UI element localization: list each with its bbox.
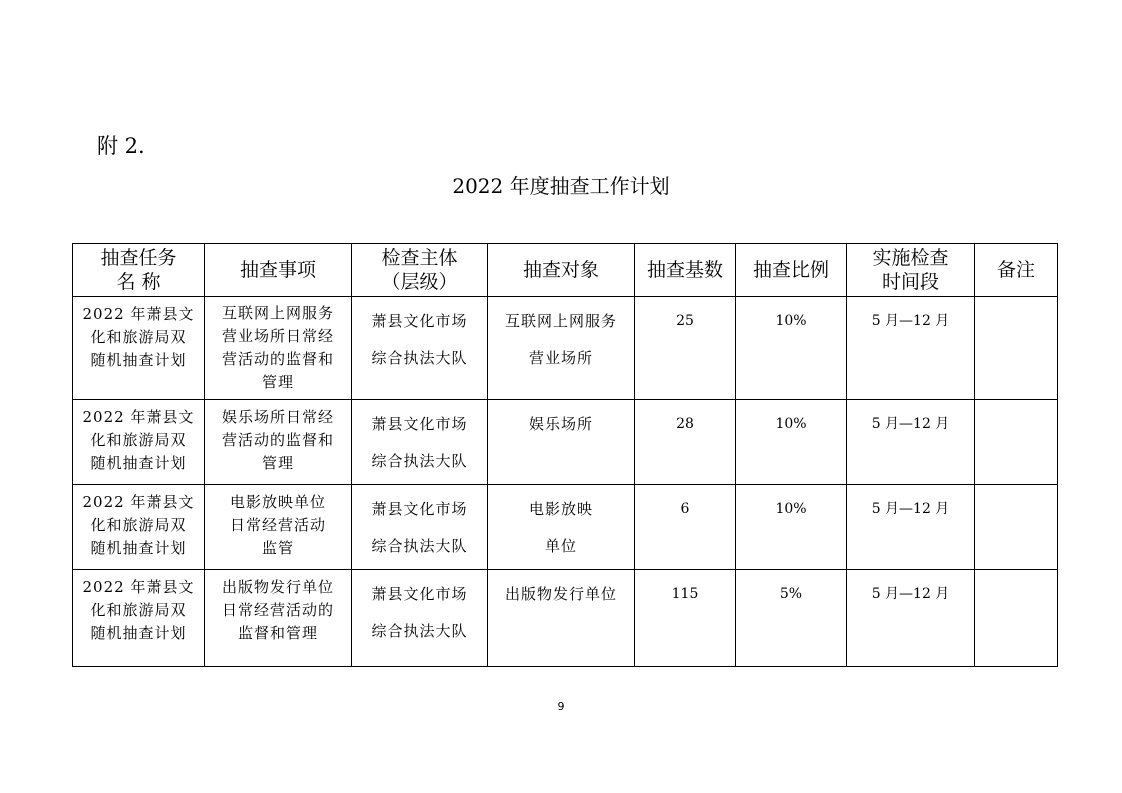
header-period: 实施检查 时间段 <box>847 244 975 297</box>
table-row <box>73 400 1058 485</box>
cell-task: 2022 年萧县文 化和旅游局双 随机抽查计划 <box>73 297 205 400</box>
cell-base: 28 <box>635 400 736 485</box>
header-item: 抽查事项 <box>205 244 352 297</box>
cell-target: 电影放映 单位 <box>488 485 635 570</box>
table-row <box>73 570 1058 667</box>
table-row <box>73 297 1058 400</box>
cell-period: 5 月—12 月 <box>847 400 975 485</box>
cell-period: 5 月—12 月 <box>847 485 975 570</box>
cell-ratio: 10% <box>736 400 847 485</box>
cell-subject: 萧县文化市场 综合执法大队 <box>352 570 488 667</box>
cell-item: 娱乐场所日常经 营活动的监督和 管理 <box>205 400 352 485</box>
inspection-plan-table <box>72 243 1058 667</box>
cell-ratio: 10% <box>736 297 847 400</box>
cell-period: 5 月—12 月 <box>847 570 975 667</box>
cell-base: 6 <box>635 485 736 570</box>
cell-subject: 萧县文化市场 综合执法大队 <box>352 297 488 400</box>
header-ratio: 抽查比例 <box>736 244 847 297</box>
header-target: 抽查对象 <box>488 244 635 297</box>
cell-period: 5 月—12 月 <box>847 297 975 400</box>
cell-item: 电影放映单位 日常经营活动 监管 <box>205 485 352 570</box>
cell-remark <box>975 297 1058 400</box>
cell-target: 出版物发行单位 <box>488 570 635 667</box>
attachment-label: 附 2. <box>97 134 145 158</box>
cell-remark <box>975 400 1058 485</box>
cell-ratio: 10% <box>736 485 847 570</box>
header-task-name: 抽查任务 名 称 <box>73 244 205 297</box>
cell-base: 115 <box>635 570 736 667</box>
cell-target: 互联网上网服务 营业场所 <box>488 297 635 400</box>
cell-subject: 萧县文化市场 综合执法大队 <box>352 400 488 485</box>
cell-remark <box>975 570 1058 667</box>
header-base: 抽查基数 <box>635 244 736 297</box>
cell-ratio: 5% <box>736 570 847 667</box>
cell-task: 2022 年萧县文 化和旅游局双 随机抽查计划 <box>73 485 205 570</box>
header-remark: 备注 <box>975 244 1058 297</box>
cell-remark <box>975 485 1058 570</box>
table-header-row <box>73 244 1058 297</box>
page-number: 9 <box>557 700 565 713</box>
cell-base: 25 <box>635 297 736 400</box>
cell-target: 娱乐场所 <box>488 400 635 485</box>
cell-task: 2022 年萧县文 化和旅游局双 随机抽查计划 <box>73 570 205 667</box>
header-subject: 检查主体 （层级） <box>352 244 488 297</box>
cell-task: 2022 年萧县文 化和旅游局双 随机抽查计划 <box>73 400 205 485</box>
table-row <box>73 485 1058 570</box>
cell-item: 互联网上网服务 营业场所日常经 营活动的监督和 管理 <box>205 297 352 400</box>
cell-subject: 萧县文化市场 综合执法大队 <box>352 485 488 570</box>
document-title: 2022 年度抽查工作计划 <box>452 174 670 198</box>
cell-item: 出版物发行单位 日常经营活动的 监督和管理 <box>205 570 352 667</box>
